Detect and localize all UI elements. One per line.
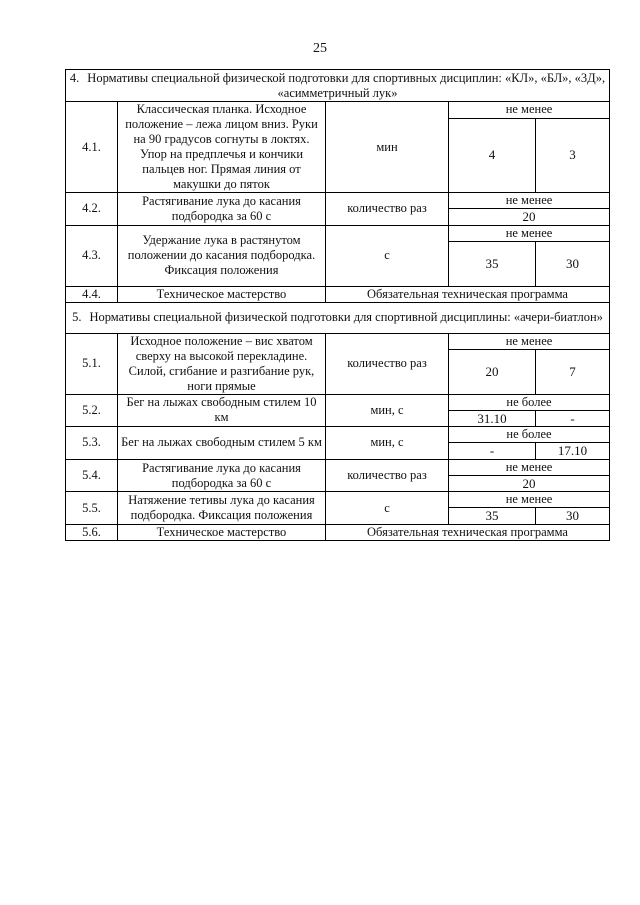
unit-cell: количество раз [326,459,449,492]
section-title: Нормативы специальной физической подготовки для спортивной дисциплины: «ачери-биатлон» [89,310,603,325]
value-cell: 30 [536,241,610,286]
exercise-cell: Растягивание лука до касания подбородка за 60 с [118,193,326,226]
table-row [66,225,610,241]
section-header [66,302,610,333]
unit-cell: количество раз [326,193,449,226]
value-cell: 31.10 [449,410,536,427]
row-number: 4.4. [66,286,118,302]
value-cell: 35 [449,241,536,286]
value-cell: 30 [536,508,610,525]
qualifier-cell: не более [449,427,610,443]
value-cell: 17.10 [536,443,610,460]
table-row [66,333,610,349]
exercise-cell: Натяжение тетивы лука до касания подбородка. Фиксация положения [118,492,326,525]
qualifier-cell: не менее [449,102,610,119]
value-cell: - [536,410,610,427]
section-title-cell [66,70,610,102]
program-cell: Обязательная техническая программа [326,524,610,540]
exercise-cell: Классическая планка. Исходное положение – лежа лицом вниз. Руки на 90 градусов согнуты в локтях. Упор на предплечья и кончики пальцев ног. Прямая линия от макушки до пяток [118,102,326,193]
section-title: Нормативы специальной физической подготовки для спортивных дисциплин: «КЛ», «БЛ», «3Д», «асимметричный лук» [87,70,606,100]
table-row [66,427,610,443]
unit-cell: с [326,492,449,525]
unit-cell: количество раз [326,333,449,394]
program-cell: Обязательная техническая программа [326,286,610,302]
row-number: 4.2. [66,193,118,226]
row-number: 5.3. [66,427,118,460]
value-cell: 3 [536,118,610,192]
table-row [66,394,610,410]
exercise-cell: Удержание лука в растянутом положении до касания подбородка. Фиксация положения [118,225,326,286]
value-cell: 7 [536,349,610,394]
table-row [66,102,610,119]
value-cell: 20 [449,475,610,492]
exercise-cell: Техническое мастерство [118,524,326,540]
qualifier-cell: не менее [449,492,610,508]
exercise-cell: Бег на лыжах свободным стилем 5 км [118,427,326,460]
page-number: 25 [313,41,327,56]
norms-table [65,69,610,541]
row-number: 5.1. [66,333,118,394]
exercise-cell: Исходное положение – вис хватом сверху на высокой перекладине. Силой, сгибание и разгибание рук, ноги прямые [118,333,326,394]
table-row [66,286,610,302]
qualifier-cell: не менее [449,193,610,209]
row-number: 5.4. [66,459,118,492]
section-header [66,70,610,102]
exercise-cell: Техническое мастерство [118,286,326,302]
section-number: 5. [72,310,82,325]
table-row [66,459,610,475]
row-number: 5.2. [66,394,118,427]
table-row [66,492,610,508]
value-cell: 4 [449,118,536,192]
value-cell: 20 [449,349,536,394]
row-number: 5.6. [66,524,118,540]
row-number: 4.3. [66,225,118,286]
exercise-cell: Растягивание лука до касания подбородка за 60 с [118,459,326,492]
qualifier-cell: не менее [449,459,610,475]
table-row [66,193,610,209]
exercise-cell: Бег на лыжах свободным стилем 10 км [118,394,326,427]
value-cell: 20 [449,209,610,226]
unit-cell: мин, с [326,394,449,427]
value-cell: - [449,443,536,460]
row-number: 4.1. [66,102,118,193]
qualifier-cell: не менее [449,225,610,241]
qualifier-cell: не менее [449,333,610,349]
section-title-cell [66,302,610,333]
section-number: 4. [69,70,80,85]
unit-cell: мин, с [326,427,449,460]
table-row [66,524,610,540]
qualifier-cell: не более [449,394,610,410]
row-number: 5.5. [66,492,118,525]
unit-cell: мин [326,102,449,193]
unit-cell: с [326,225,449,286]
value-cell: 35 [449,508,536,525]
